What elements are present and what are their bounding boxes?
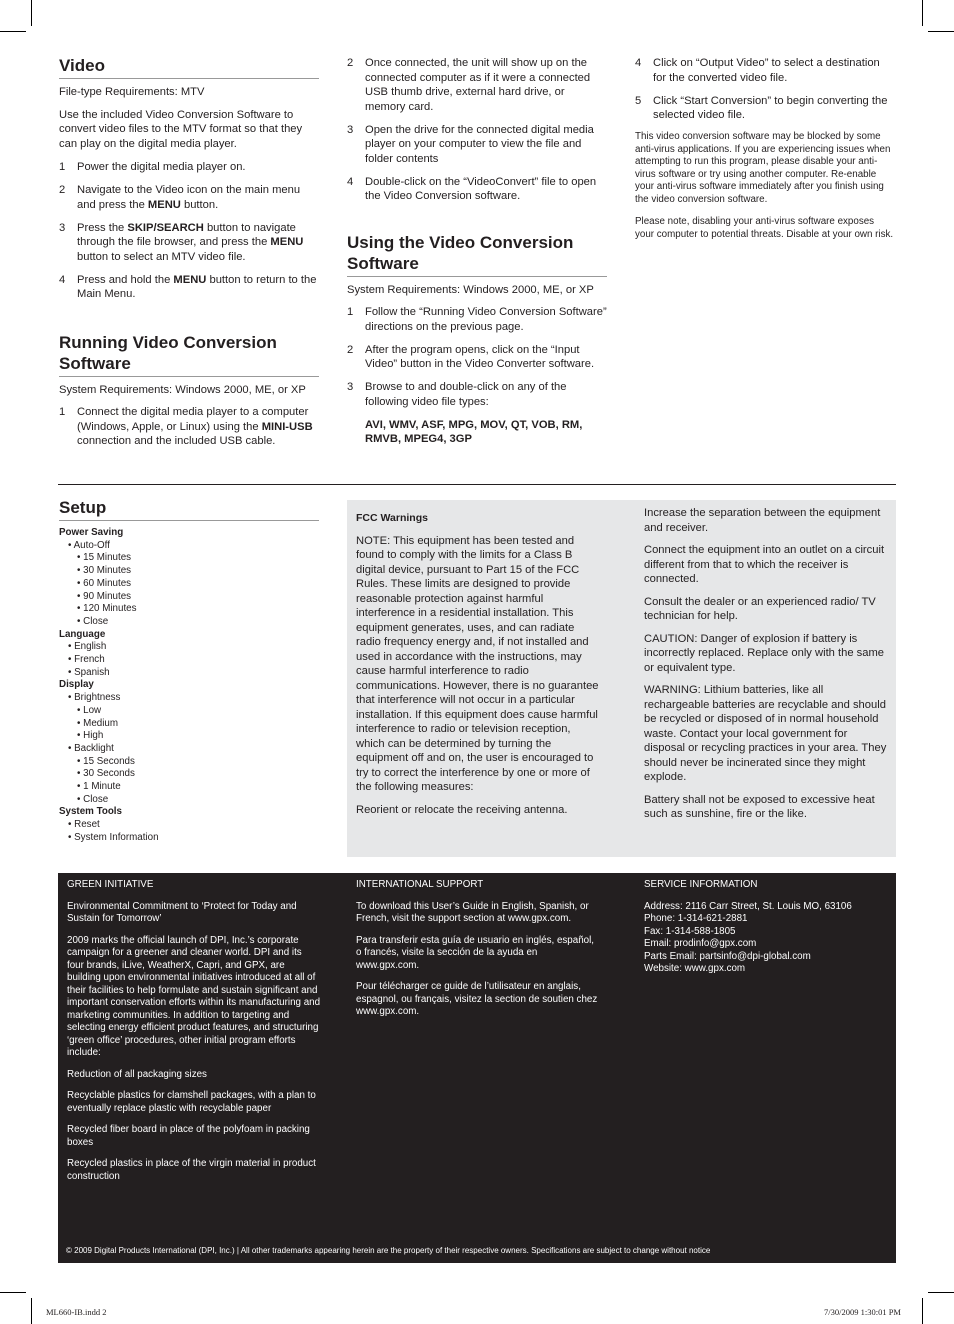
antivirus-note: This video conversion software may be blocked by some anti-virus applications. If you are experiencing issues when attempting to run this program, please disable your anti-virus software or try using another computer. Re-enable your anti-virus software immediately after you finish using the video conversion software.: [635, 131, 891, 205]
fcc-paragraph: CAUTION: Danger of explosion if battery is incorrectly replaced. Replace only with the same or equivalent type.: [644, 632, 885, 674]
antivirus-warning: Please note, disabling your anti-virus software exposes your computer to potential threats. Disable at your own risk.: [635, 216, 894, 240]
crop-mark: [31, 1298, 32, 1324]
setup-option: • Close: [77, 793, 109, 805]
green-paragraph: Recycled plastics in place of the virgin material in product construction: [67, 1158, 316, 1182]
fcc-measure: Reorient or relocate the receiving antenna.: [356, 803, 568, 816]
step-number: 1: [59, 406, 66, 418]
setup-heading: Setup: [59, 497, 319, 521]
setup-option: • Medium: [77, 717, 118, 729]
numbered-step: [347, 380, 607, 409]
section-divider: [58, 484, 896, 485]
fcc-paragraph: WARNING: Lithium batteries, like all rechargeable batteries are recyclable and should be recycled or disposed of in normal household waste. Contact your local government for disposal or recycling practices in your area. They should never be incinerated since they might explode.: [644, 684, 887, 783]
numbered-step: [347, 123, 607, 167]
setup-option: • Low: [77, 704, 102, 716]
numbered-step: [347, 343, 607, 372]
numbered-step: [347, 305, 607, 334]
setup-option: • French: [68, 654, 105, 666]
setup-option: • Spanish: [68, 666, 110, 678]
setup-option: • High: [77, 730, 104, 742]
crop-mark: [922, 0, 923, 26]
setup-category: Language: [59, 628, 106, 640]
step-text: Connect the digital media player to a computer (Windows, Apple, or Linux) using the MINI-USB connection and the included USB cable.: [77, 406, 313, 447]
info-panel: [58, 873, 896, 1263]
step-text: Click “Start Conversion” to begin converting the selected video file.: [653, 94, 888, 121]
step-number: 3: [347, 123, 354, 136]
international-support-text: [356, 901, 602, 1019]
setup-category: Display: [59, 679, 94, 691]
setup-option: • Brightness: [68, 692, 121, 704]
setup-option: • 30 Minutes: [77, 565, 132, 577]
crop-mark: [922, 1298, 923, 1324]
green-paragraph: Environmental Commitment to ‘Protect for Today and Sustain for Tomorrow’: [67, 900, 297, 924]
step-text: Double-click on the “VideoConvert” file to open the Video Conversion software.: [365, 175, 597, 202]
step-number: 4: [635, 57, 642, 69]
running-steps: [59, 405, 319, 449]
step-text: Press and hold the MENU button to return to the Main Menu.: [77, 273, 317, 300]
copyright-footer: © 2009 Digital Products International (DPI, Inc.) | All other trademarks appearing herein are the property of their respective owners. Specifications are subject to change without notice: [66, 1246, 711, 1255]
video-heading: Video: [59, 55, 319, 79]
step-text: After the program opens, click on the “Input Video” button in the Video Converter software.: [365, 343, 595, 370]
intl-paragraph: Pour télécharger ce guide de l’utilisateur en anglais, espagnol, ou français, visitez la section de soutien chez www.gpx.com.: [356, 981, 598, 1017]
green-initiative-text: [67, 901, 321, 1184]
service-line: Phone: 1-314-621-2881: [644, 913, 748, 924]
setup-option: • 90 Minutes: [77, 590, 132, 602]
numbered-step: [59, 405, 319, 449]
numbered-step: [59, 273, 319, 302]
fcc-paragraph: Connect the equipment into an outlet on a circuit different from that to which the receiver is connected.: [644, 544, 885, 585]
setup-option: • Close: [77, 615, 109, 627]
running-continued: [347, 56, 607, 447]
file-types: AVI, WMV, ASF, MPG, MOV, QT, VOB, RM, RMVB, MPEG4, 3GP: [365, 418, 583, 445]
step-text: Browse to and double-click on any of the following video file types:: [365, 381, 567, 408]
step-number: 2: [347, 57, 354, 69]
step-text: Navigate to the Video icon on the main menu and press the MENU button.: [77, 184, 301, 211]
numbered-step: [347, 175, 607, 204]
step-number: 2: [347, 343, 354, 356]
numbered-step: [635, 56, 895, 85]
video-section: [59, 55, 319, 457]
step-number: 4: [59, 273, 66, 286]
step-number: 1: [59, 161, 66, 173]
green-heading: GREEN INITIATIVE: [67, 879, 154, 890]
green-paragraph: Reduction of all packaging sizes: [67, 1068, 207, 1080]
video-intro: Use the included Video Conversion Software to convert video files to the MTV format so that they can play on the digital media player.: [59, 108, 303, 150]
numbered-step: [59, 183, 319, 212]
video-steps: [59, 160, 319, 302]
using-steps-continued: [635, 56, 895, 123]
green-paragraph: Recyclable plastics for clamshell packages, with a plan to eventually replace plastic with recyclable paper: [67, 1090, 316, 1114]
numbered-step: [635, 94, 895, 123]
step-text: Click on “Output Video” to select a destination for the converted video file.: [653, 57, 880, 84]
setup-option: • Auto-Off: [68, 539, 110, 551]
using-heading: Using the Video Conversion Software: [347, 232, 607, 277]
setup-option: • Backlight: [68, 742, 114, 754]
fcc-paragraph: Increase the separation between the equipment and receiver.: [644, 507, 881, 534]
using-continued: [635, 56, 895, 241]
service-line: Parts Email: partsinfo@dpi-global.com: [644, 950, 811, 962]
step-number: 4: [347, 175, 354, 188]
setup-option: • Reset: [68, 819, 100, 831]
setup-option: • 15 Minutes: [77, 552, 132, 564]
fcc-paragraph: Battery shall not be exposed to excessive heat such as sunshine, fire or the like.: [644, 793, 875, 820]
step-text: Power the digital media player on.: [77, 161, 246, 173]
green-paragraph: Recycled fiber board in place of the polyfoam in packing boxes: [67, 1124, 310, 1148]
fcc-heading: FCC Warnings: [356, 512, 428, 524]
running-heading: Running Video Conversion Software: [59, 332, 319, 377]
fcc-panel: [347, 500, 896, 857]
crop-mark: [928, 1292, 954, 1293]
step-number: 3: [59, 221, 66, 234]
setup-option: • 60 Minutes: [77, 577, 132, 589]
setup-option: • 120 Minutes: [77, 603, 137, 615]
step-text: Open the drive for the connected digital media player on your computer to view the file and folder contents: [365, 123, 594, 165]
setup-option: • English: [68, 641, 107, 653]
step-text: Follow the “Running Video Conversion Software” directions on the previous page.: [365, 306, 607, 333]
using-steps: [347, 305, 607, 409]
step-text: Press the SKIP/SEARCH button to navigate through the file browser, and press the MENU button to select an MTV video file.: [77, 221, 304, 263]
step-number: 3: [347, 381, 354, 393]
intl-paragraph: To download this User’s Guide in English, Spanish, or French, visit the support section at www.gpx.com.: [356, 900, 589, 924]
setup-option: • 15 Seconds: [77, 755, 135, 767]
intl-paragraph: Para transferir esta guía de usuario en inglés, español, o francés, visite la sección de la ayuda en www.gpx.com.: [356, 934, 594, 971]
setup-option: • 30 Seconds: [77, 768, 135, 780]
fcc-measures: [644, 506, 890, 830]
using-requirements: System Requirements: Windows 2000, ME, or XP: [347, 283, 594, 296]
step-number: 5: [635, 94, 642, 107]
running-steps-continued: [347, 56, 607, 204]
video-requirements: File-type Requirements: MTV: [59, 86, 205, 98]
setup-category: System Tools: [59, 806, 122, 818]
intl-heading: INTERNATIONAL SUPPORT: [356, 879, 484, 890]
service-line: Address: 2116 Carr Street, St. Louis MO, 63106: [644, 900, 852, 912]
step-text: Once connected, the unit will show up on the connected computer as if it were a connected USB thumb drive, external hard drive, or memory card.: [365, 57, 591, 113]
setup-option: • System Information: [68, 831, 159, 843]
numbered-step: [347, 56, 607, 114]
setup-option: • 1 Minute: [77, 781, 121, 793]
crop-mark: [0, 31, 26, 32]
numbered-step: [59, 221, 319, 265]
step-number: 2: [59, 184, 66, 196]
fcc-paragraph: Consult the dealer or an experienced radio/ TV technician for help.: [644, 595, 876, 622]
date-slug: 7/30/2009 1:30:01 PM: [824, 1307, 901, 1317]
service-information-text: [644, 901, 890, 976]
crop-mark: [31, 0, 32, 26]
service-heading: SERVICE INFORMATION: [644, 879, 758, 890]
setup-menu-tree: [59, 527, 319, 845]
service-line: Email: prodinfo@gpx.com: [644, 938, 757, 949]
step-number: 1: [347, 306, 354, 318]
running-requirements: System Requirements: Windows 2000, ME, or XP: [59, 383, 306, 396]
service-line: Website: www.gpx.com: [644, 963, 746, 974]
setup-category: Power Saving: [59, 527, 124, 538]
green-paragraph: 2009 marks the official launch of DPI, Inc.’s corporate campaign for a greener and cleaner world. DPI and its four brands, iLive, WeatherX, Capri, and GPX, are building upon environmental initiatives introduced at all of their facilities to help formulate and sustain significant and important conservation efforts within its manufacturing and marketing communities. In addition to targeting and selecting energy efficient product features, and structuring ‘green office’ procedures, other initial program efforts include:: [67, 934, 321, 1058]
crop-mark: [928, 31, 954, 32]
setup-section: [59, 497, 319, 845]
fcc-note: NOTE: This equipment has been tested and found to comply with the limits for a Class B digital device, pursuant to Part 15 of the FCC Rules. These limits are designed to provide reasonable protection against harmful interference in a residential installation. This equipment generates, uses, and can radiate radio frequency energy and, if not installed and used in accordance with the instructions, may cause harmful interference to radio communications. However, there is no guarantee that interference will not occur in a particular installation. If this equipment does cause harmful interference to radio or television reception, which can be determined by turning the equipment off and on, the user is encouraged to try to correct the interference by one or more of the following measures:: [356, 534, 599, 793]
crop-mark: [0, 1292, 26, 1293]
numbered-step: [59, 160, 319, 175]
file-slug: ML660-IB.indd 2: [46, 1307, 107, 1317]
service-line: Fax: 1-314-588-1805: [644, 925, 736, 937]
